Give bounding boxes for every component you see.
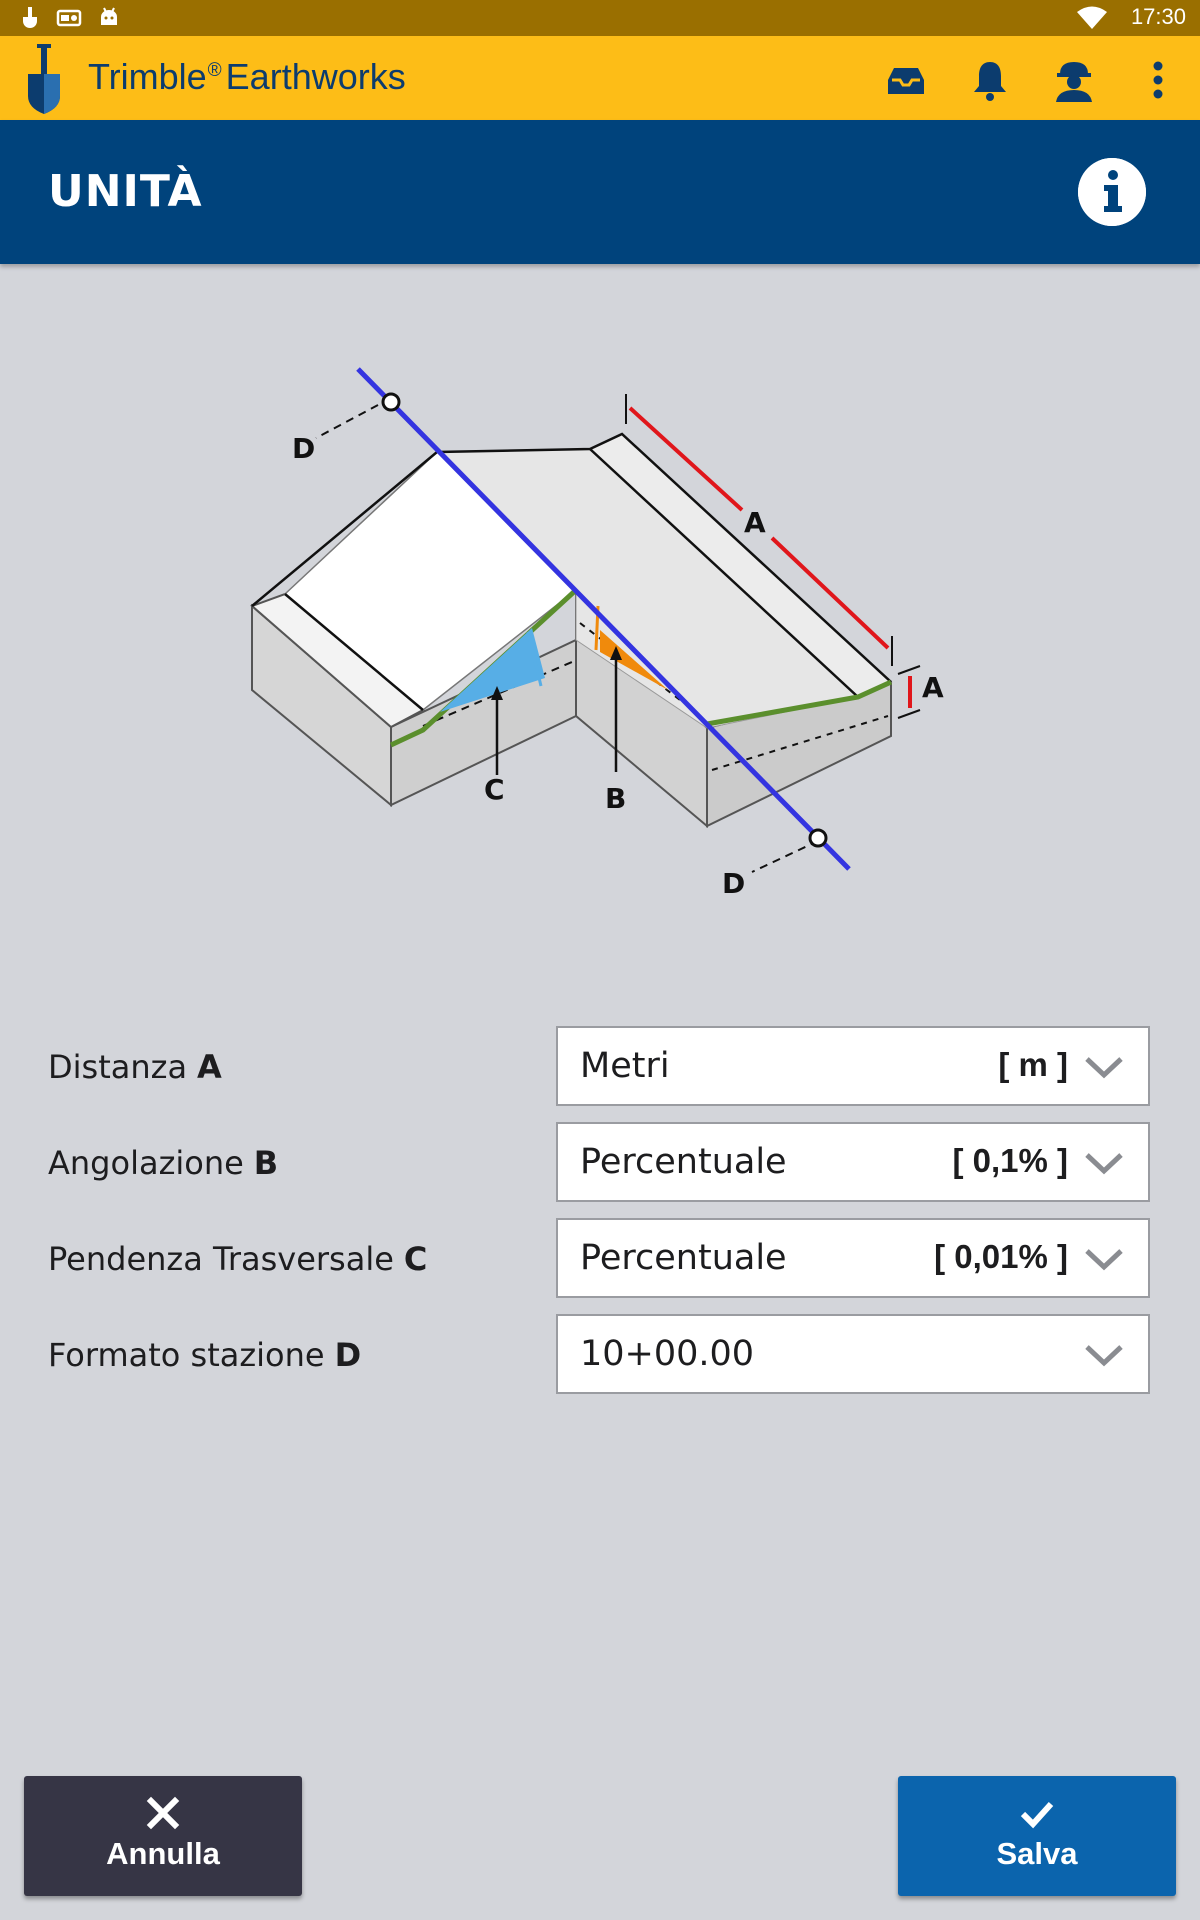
wifi-icon [1076,6,1108,30]
more-vert-icon[interactable] [1136,58,1180,102]
page-header [0,120,1200,264]
distance-unit-value: Metri [580,1046,670,1086]
distance-label: Distanza A [48,1048,222,1086]
bell-icon[interactable] [968,58,1012,102]
angle-unit-value: Percentuale [580,1142,787,1182]
station-format-value: 10+00.00 [580,1334,755,1374]
units-diagram [240,350,960,900]
chevron-down-icon [1084,1054,1124,1080]
cross-slope-unit-select[interactable] [556,1218,1150,1298]
android-icon [98,6,120,30]
status-bar [0,0,1200,36]
cross-slope-row [0,1218,1200,1302]
station-point-bottom [810,830,826,846]
distance-unit-precision: [ m ] [998,1046,1068,1083]
diagram-label-b: B [605,782,627,815]
card-icon [56,6,82,30]
chevron-down-icon [1084,1150,1124,1176]
station-point-top [383,394,399,410]
diagram-label-a-top: A [744,506,766,539]
check-icon [1020,1796,1054,1830]
status-time: 17:30 [1130,4,1186,29]
close-icon [146,1796,180,1830]
station-format-select[interactable] [556,1314,1150,1394]
distance-row [0,1026,1200,1110]
save-button-label: Salva [996,1836,1078,1871]
inbox-icon[interactable] [884,58,928,102]
page-title: UNITÀ [48,166,203,217]
cancel-button[interactable] [24,1776,302,1896]
diagram-label-d-bottom: D [722,867,746,900]
cross-slope-unit-value: Percentuale [580,1238,787,1278]
angle-unit-precision: [ 0,1% ] [952,1142,1068,1179]
save-button[interactable] [898,1776,1176,1896]
cross-slope-label: Pendenza Trasversale C [48,1240,428,1278]
cancel-button-label: Annulla [106,1836,220,1871]
chevron-down-icon [1084,1342,1124,1368]
distance-unit-select[interactable] [556,1026,1150,1106]
station-format-label: Formato stazione D [48,1336,362,1374]
station-format-row [0,1314,1200,1398]
info-icon[interactable] [1078,158,1146,226]
cross-slope-unit-precision: [ 0,01% ] [934,1238,1068,1275]
app-title: Trimble® Earthworks [88,56,406,97]
diagram-label-c: C [484,773,505,806]
diagram-label-d-top: D [292,432,316,465]
trimble-shovel-logo-icon [24,44,64,114]
chevron-down-icon [1084,1246,1124,1272]
angle-label: Angolazione B [48,1144,279,1182]
usb-shovel-icon [20,6,40,30]
earthwork-block [252,434,891,826]
diagram-label-a-side: A [922,671,944,704]
worker-helmet-icon[interactable] [1052,58,1096,102]
angle-row [0,1122,1200,1206]
angle-unit-select[interactable] [556,1122,1150,1202]
app-bar [0,36,1200,120]
